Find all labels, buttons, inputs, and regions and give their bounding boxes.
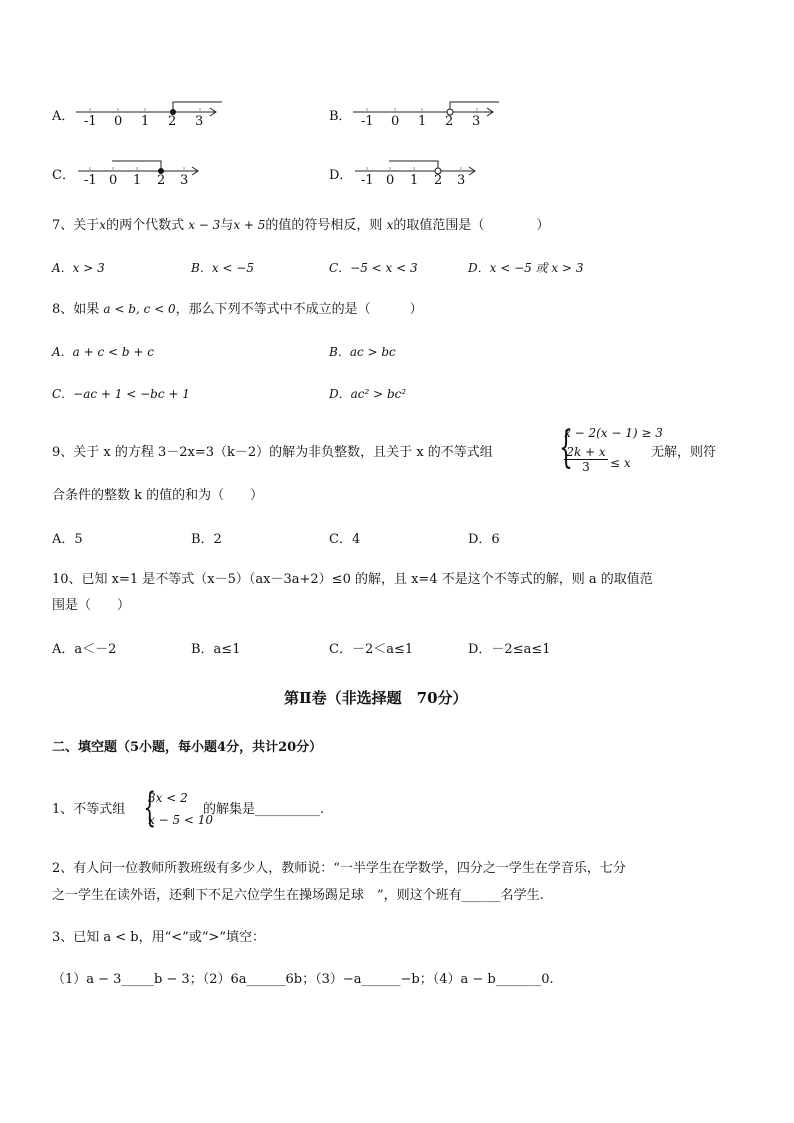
tick-label: 0 xyxy=(391,114,400,129)
tick-label: 3 xyxy=(472,114,481,129)
f1-pre: 1、不等式组 xyxy=(52,802,126,817)
q9-option-d[interactable]: D．6 xyxy=(468,532,500,547)
q10-option-d[interactable]: D．－2≤a≤1 xyxy=(468,642,551,657)
q9-sys-rhs: ≤ x xyxy=(610,456,631,470)
f1-line2: x − 5 < 10 xyxy=(148,813,214,827)
tick-label: 0 xyxy=(386,173,395,188)
tick-label: -1 xyxy=(84,173,97,188)
option-c-label: C． xyxy=(52,168,75,183)
q9-stem: 9、关于 x 的方程 3－2x=3（k－2）的解为非负整数，且关于 x 的不等式组 xyxy=(52,445,493,460)
q10-option-a[interactable]: A．a＜－2 xyxy=(52,642,117,657)
q7-stem: 7、关于x的两个代数式 x − 3与x + 5的值的符号相反，则 x的取值范围是（ ） xyxy=(52,218,550,233)
tick-label: 3 xyxy=(457,173,466,188)
tick-label: 2 xyxy=(445,114,454,129)
tick-label: 0 xyxy=(109,173,118,188)
number-line-a xyxy=(76,96,236,132)
tick-label: 2 xyxy=(434,173,443,188)
q9-option-b[interactable]: B．2 xyxy=(191,532,222,547)
tick-label: 0 xyxy=(114,114,123,129)
brace-glyph: { xyxy=(143,785,157,831)
number-line-d xyxy=(355,155,515,191)
q10-option-b[interactable]: B．a≤1 xyxy=(191,642,241,657)
tick-label: 2 xyxy=(157,173,166,188)
tick-label: 3 xyxy=(180,173,189,188)
tick-label: 1 xyxy=(418,114,427,129)
q8-option-d[interactable]: D．ac² > bc² xyxy=(329,387,407,401)
fraction-numerator: 2k + x xyxy=(564,445,608,460)
option-d-label: D． xyxy=(329,168,353,183)
q8-option-c[interactable]: C．−ac + 1 < −bc + 1 xyxy=(52,387,190,401)
q10-option-c[interactable]: C．－2＜a≤1 xyxy=(329,642,414,657)
q10-stem-line2: 围是（ ） xyxy=(52,598,131,613)
q7-option-b[interactable]: B．x < −5 xyxy=(191,261,254,275)
q10-stem-line1: 10、已知 x=1 是不等式（x－5）（ax－3a+2）≤0 的解，且 x=4 不是这个不等式的解，则 a 的取值范 xyxy=(52,572,653,587)
part-heading: 二、填空题（5小题，每小题4分，共计20分） xyxy=(52,740,323,755)
q7-option-c[interactable]: C．−5 < x < 3 xyxy=(329,261,418,275)
tick-label: 1 xyxy=(141,114,150,129)
q8-option-b[interactable]: B．ac > bc xyxy=(329,345,396,359)
tick-label: 1 xyxy=(133,173,142,188)
q8-option-a[interactable]: A．a + c < b + c xyxy=(52,345,154,359)
f2-line1: 2、有人问一位教师所教班级有多少人，教师说：“一半学生在学数学，四分之一学生在学音乐，七分 xyxy=(52,861,626,876)
tick-label: 2 xyxy=(168,114,177,129)
q8-stem: 8、如果 a < b, c < 0，那么下列不等式中不成立的是（ ） xyxy=(52,302,423,317)
f1-post: 的解集是__________. xyxy=(203,802,325,817)
q9-option-c[interactable]: C．4 xyxy=(329,532,361,547)
tick-label: -1 xyxy=(84,114,97,129)
tick-label: 3 xyxy=(195,114,204,129)
q9-sys-line1: x − 2(x − 1) ≥ 3 xyxy=(564,426,663,440)
tick-label: 1 xyxy=(410,173,419,188)
f2-line2: 之一学生在读外语，还剩下不足六位学生在操场踢足球 ”，则这个班有______名学生. xyxy=(52,888,544,903)
fraction-denominator: 3 xyxy=(582,460,590,474)
q9-stem-line2: 合条件的整数 k 的值的和为（ ） xyxy=(52,488,264,503)
tick-label: -1 xyxy=(361,173,374,188)
f3-line1: 3、已知 a < b，用“<”或“>”填空： xyxy=(52,930,266,945)
q9-sys-fraction xyxy=(564,445,608,474)
number-line-c xyxy=(78,155,238,191)
q7-option-a[interactable]: A．x > 3 xyxy=(52,261,105,275)
option-a-label: A． xyxy=(52,109,75,124)
f1-line1: 3x < 2 xyxy=(148,791,188,805)
section-title: 第Ⅱ卷（非选择题 70分） xyxy=(284,689,468,707)
q9-option-a[interactable]: A．5 xyxy=(52,532,83,547)
tick-label: -1 xyxy=(361,114,374,129)
number-line-b xyxy=(353,96,513,132)
q7-option-d[interactable]: D．x < −5 或 x > 3 xyxy=(468,261,584,275)
q9-stem-end: 无解，则符 xyxy=(651,445,717,460)
brace-glyph: { xyxy=(559,422,573,473)
f3-line2: （1）a − 3_____b − 3；（2）6a______6b；（3）−a______−b；（4）a − b_______0. xyxy=(52,972,554,987)
option-b-label: B． xyxy=(329,109,352,124)
